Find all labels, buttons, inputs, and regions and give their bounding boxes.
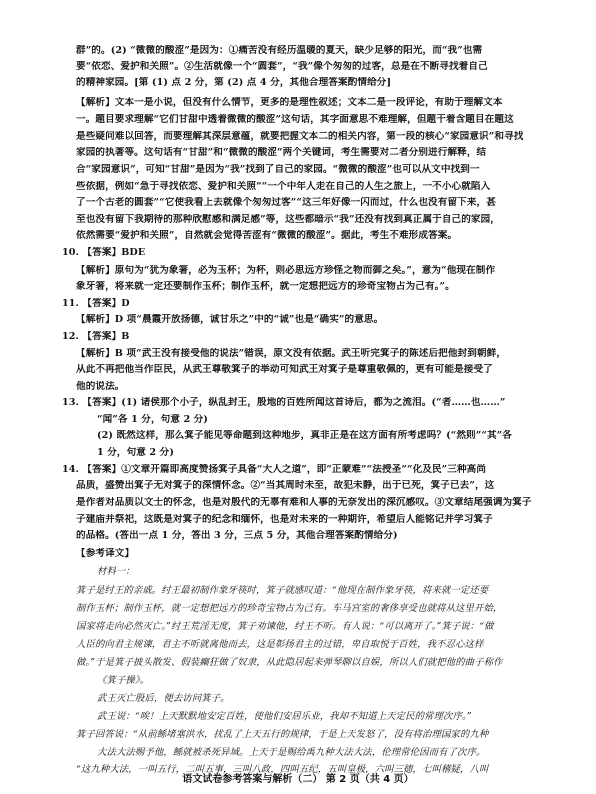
page-footer: 语文试卷参考答案与解析（二） 第 2 页（共 4 页）	[182, 774, 414, 785]
answer-line: 14. 【答案】①文章开篇即高度赞扬箕子具备“大人之道”，即“正蒙难”“法授圣”“化及民”三种高尚	[62, 464, 487, 475]
answer-line: 要“依恋、爱护和关照”。②生活就像一个“圆套”，“我”像个匆匆的过客，总是在不断寻找着自己	[76, 61, 488, 72]
answer-line: “闻”各 1 分，句意 2 分)	[97, 414, 209, 425]
answer-line: 【解析】原句为“犹为象箸，必为玉杯；为杯，则必思远方珍怪之物而御之矣。”，意为“他现在制作	[76, 265, 496, 276]
answer-line: 子建庙并祭祀，这既是对箕子的纪念和缅怀，也是对未来的一种期许，希望后人能铭记并学习箕子	[76, 514, 493, 525]
answer-line: 合“家园意识”，可知“甘甜”是因为“我”找到了自己的家园。“微微的酸涩”也可以从文中找到一	[76, 164, 480, 175]
answer-line: 1 分，句意 2 分)	[97, 447, 174, 458]
answer-line: 一。题目要求理解“它们甘甜中透着微微的酸涩”这句话，其字面意思不难理解，但题干着含题目在题这	[76, 114, 514, 125]
answer-line: 品质，盛赞出箕子无对箕子的深情怀念。②“当其周时未至，故犯未静，出于已死，箕子已去”，这	[76, 480, 495, 491]
answer-line: 【解析】D 项“晨霞开放扬德，诚甘乐之”中的“诚”也是“确实”的意思。	[76, 314, 384, 325]
translation-line: “这九种大法，一叫五行，二叫五事，三叫八政，四叫五纪，五叫皇极，六叫三德，七叫稽疑，八叫	[76, 764, 489, 775]
translation-line: 国家将走向必然灭亡。”纣王荒淫无度，箕子劝谏他，纣王不听。有人说：“可以离开了。”箕子说：“做	[76, 621, 494, 632]
answer-line: 【参考译文】	[76, 548, 135, 559]
answer-line: 是作者对品质以文士的怀念，也是对殷代的无辜有难和人事的无奈发出的深沉感叹。③文章结尾强调为箕子	[76, 497, 532, 508]
answer-line: 11. 【答案】D	[62, 298, 130, 309]
translation-line: 制作玉杯；制作玉杯，就一定想把远方的珍奇宝物占为己有。车马宫室的奢侈享受也就将从这里开始，	[76, 603, 503, 614]
answer-line: 12. 【答案】B	[62, 331, 130, 342]
translation-line: 大法大法赐予他，鲧就被杀死异域。上天于是赐给禹九种大法大法，伦理常伦因而有了次序。	[97, 747, 486, 758]
answer-line: 10. 【答案】BDE	[62, 247, 146, 258]
answer-line: 象牙箸，将来就一定还要制作玉杯；制作玉杯，就一定想把远方的珍奇宝物占为己有。”。	[76, 281, 455, 292]
translation-line: 做。”于是箕子披头散发、假装癫狂做了奴隶，从此隐居起来弹琴聊以自娱，所以人们就把他的曲子称作	[76, 657, 503, 668]
answer-line: 了一个古老的圆套”“它使我看上去就像个匆匆过客”“这三年好像一闪而过，什么也没有留下来，甚	[76, 197, 496, 208]
translation-line: 武王说：“唉！上天默默地安定百姓，使他们安居乐业，我却不知道上天定民的常理次序。”	[97, 711, 472, 722]
translation-line: 材料一：	[97, 566, 135, 577]
answer-line: 些依据，例如“急于寻找依恋、爱护和关照”“一个中年人走在自己的人生之旅上，一不小心就陷入	[76, 181, 491, 192]
translation-line: 《箕子操》。	[97, 675, 150, 686]
answer-line: 【解析】B 项“武王没有接受他的说法”错误，原文没有依据。武王听完箕子的陈述后把他封到朝鲜，	[76, 348, 507, 359]
translation-line: 箕子是纣王的亲戚。纣王最初制作象牙筷时，箕子就感叹道：“他现在制作象牙筷，将来就一定还要	[76, 585, 489, 596]
answer-line: (2) 既然这样，那么箕子能见等命题到这种地步，真非正是在这方面有所考虑吗？(“然则”“其”各	[97, 430, 512, 441]
translation-line: 箕子回答说：“从前鲧堵塞洪水，扰乱了上天五行的规律，于是上天发怒了，没有将治理国家的九种	[76, 729, 489, 740]
answer-line: 群”的。(2) “微微的酸涩”是因为：①痛苦没有经历温暖的夏天，缺少足够的阳光，而“我”也需	[76, 45, 483, 56]
answer-line: 13. 【答案】(1) 诸侯那个小子，纵乱封王，殷地的百姓所闻这首诗后，都为之流泪。(“者……也……”	[62, 397, 506, 408]
answer-line: 【解析】文本一是小说，但没有什么情节，更多的是理性叙述；文本二是一段评论，有助于理解文本	[76, 97, 503, 108]
answer-line: 的精神家园。[第 (1) 点 2 分，第 (2) 点 4 分，其他合理答案酌情给分]	[76, 77, 392, 88]
translation-line: 人臣的向君主规谏，君主不听就离他而去，这是彰扬君主的过错，卑自取悦于百姓，我不忍心这样	[76, 639, 484, 650]
answer-line: 的品格。(答出一点 1 分，答出 3 分，三点 5 分，其他合理答案酌情给分)	[76, 530, 398, 541]
answer-line: 至也没有留下我期待的那种欣慰感和满足感”等，这些都暗示“我”还没有找到真正属于自己的家园，	[76, 214, 500, 225]
answer-line: 是些疑问难以回答，而要理解其深层意蕴，就要把握文本二的相关内容，第一段的核心“家园意识”和寻找	[76, 131, 524, 142]
answer-line: 依然需要“爱护和关照”，自然就会觉得苦涩有“微微的酸涩”。据此，考生不难形成答案。	[76, 230, 458, 241]
answer-line: 从此不再把他当作臣民，从武王尊敬箕子的举动可知武王对箕子是尊重敬佩的，更有可能是接受了	[76, 364, 493, 375]
translation-line: 武王灭亡殷后，便去访问箕子。	[97, 693, 230, 704]
answer-line: 家园的执著等。这句话有“甘甜”和“微微的酸涩”两个关键词，考生需要对二者分别进行解释，结	[76, 147, 487, 158]
answer-line: 他的说法。	[76, 381, 125, 392]
